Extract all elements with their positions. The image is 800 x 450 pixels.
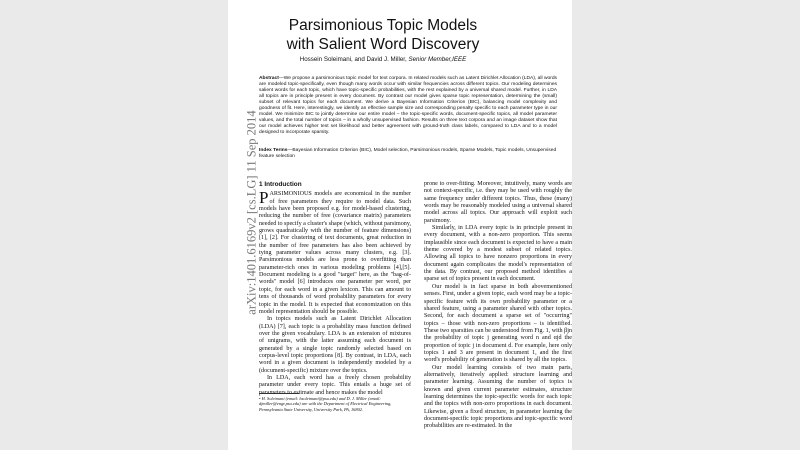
paragraph: In LDA, each word has a freely chosen probability parameter under every topic. This entails a huge set of parameters to estimate and hence makes the model — [259, 374, 411, 396]
title-line-2: with Salient Word Discovery — [286, 36, 480, 53]
paper-title — [258, 16, 508, 54]
paragraph: Similarly, in LDA every topic is in principle present in every document, with a non-zero proportion. This seems implausible since each document is expected to have a main theme covered by a modest subset of related topics. Allowing all topics to have nonzero proportions in every document again complicates the model's representation of the data. By contrast, our proposed method identifies a sparse set of topics present in each document. — [424, 225, 572, 283]
authors-names: Hossein Soleimani, and David J. Miller, — [299, 56, 409, 63]
authors — [258, 56, 508, 63]
index-terms — [259, 148, 557, 160]
paragraph: Our model learning consists of two main parts, alternatively, iteratively applied: structure learning and parameter learning. Assuming the number of topics is known and given current parameter estimates, structure learning determines the topic-specific words for each topic and the topics with non-zero proportions in each document. Likewise, given a fixed structure, in parameter learning the document-specific topic proportions and topic-specific word probabilities are re-estimated. In the — [424, 364, 572, 430]
section-heading: 1 Introduction — [259, 181, 302, 188]
paragraph — [259, 188, 411, 316]
paragraph-text: ARSIMONIOUS models are economical in the number of free parameters they require to model data. Such models have been proposed e.g. for model-based clustering, reducing the number of free (covariance matrix) parameters needed to specify a cluster's shape (which, without parsimony, grows quadratically with the number of feature dimensions) [1], [2]. For clustering of text documents, great reduction in the number of free parameters has also been achieved by tying parameter values across many clusters, e.g. [3]. Parsimonious models are less prone to overfitting than parameter-rich ones in various modeling problems [4],[5]. Document modeling is a good "target" here, as the "bag-of-words" model [6] introduces one parameter per word, per topic, for each word in a given lexicon. This can amount to tens of thousands of word probability parameters for every topic in the model. It is expected that economization on this model representation should be possible. — [259, 191, 411, 315]
column-left — [259, 181, 411, 397]
authors-membership: Senior Member,IEEE — [408, 56, 467, 63]
paragraph: Our model is in fact sparse in both abovementioned senses. First, under a given topic, each word may be a topic-specific feature with its own probability parameter or a shared feature, using a parameter shared with other topics. Second, for each document a sparse set of "occurring" topics – those with non-zero proportions – is identified. These two sparsities can be understood from Fig. 1, with βjn the probability of topic j generating word n and αjd the proportion of topic j in document d. For example, here only topics 1 and 3 are present in document 1, and the first word's probability of generation is shared by all the topics. — [424, 283, 572, 364]
index-terms-label: Index Terms — [259, 148, 288, 153]
index-terms-text: —Bayesian Information Criterion (BIC), Model selection, Parsimonious models, Sparse Models, Topic models, Unsupervised feature selection — [259, 148, 557, 160]
footnote-rule — [259, 393, 299, 394]
paragraph: In topics models such as Latent Dirichlet Allocation (LDA) [7], each topic is a probability mass function defined over the given vocabulary. LDA is an extension of mixtures of unigrams, with the latter assuming each document is generated by a single topic randomly selected based on corpus-level topic proportions [8]. By contrast, in LDA, each word in a given document is independently modeled by a (document-specific) mixture over the topics. — [259, 316, 411, 374]
paragraph: prone to over-fitting. Moreover, intuitively, many words are not context-specific, i.e. they may be used with roughly the same frequency under different topics. Thus, these (many) words may be reasonably modeled using a universal shared model across all topics. Our approach will exploit such parsimony. — [424, 181, 572, 224]
title-line-1: Parsimonious Topic Models — [288, 17, 478, 34]
right-margin-bar — [572, 0, 800, 450]
abstract-text: —We propose a parsimonious topic model for text corpora. In related models such as Latent Dirichlet Allocation (LDA), all words are modeled topic-specifically, even though many words occur with similar frequencies across different topics. Our modeling determines salient words for each topic, which have topic-specific probabilities, with the rest explained by a universal shared model. Further, in LDA all topics are in principle present in every document. By contrast our model gives sparse topic representation, determining the (small) subset of relevant topics for each document. We derive a Bayesian Information Criterion (BIC), balancing model complexity and goodness of fit. Here, interestingly, we identify an effective sample size and corresponding penalty specific to each parameter type in our model. We minimize BIC to jointly determine our entire model – the topic-specific words, document-specific topics, all model parameter values, and the total number of topics – in a wholly unsupervised fashion. Results on three text corpora and an image dataset show that our model achieves higher test set likelihood and better agreement with ground-truth class labels, compared to LDA and to a model designed to incorporate sparsity. — [259, 76, 557, 136]
left-margin-bar — [0, 0, 228, 450]
abstract — [259, 76, 557, 136]
drop-cap: P — [259, 188, 269, 208]
arxiv-stamp: arXiv:1401.6169v2 [cs.LG] 11 Sep 2014 — [244, 110, 259, 315]
column-right — [424, 181, 572, 431]
abstract-label: Abstract — [259, 76, 279, 81]
footnote: • H. Soleimani (email: hsoleimani@psu.edu) and D. J. Miller (email: djmiller@engr.psu.edu) are with the Department of Electrical Engineering, Pennsylvania State University, University Park, PA, 16802. — [259, 396, 392, 412]
paper-page — [228, 0, 572, 450]
